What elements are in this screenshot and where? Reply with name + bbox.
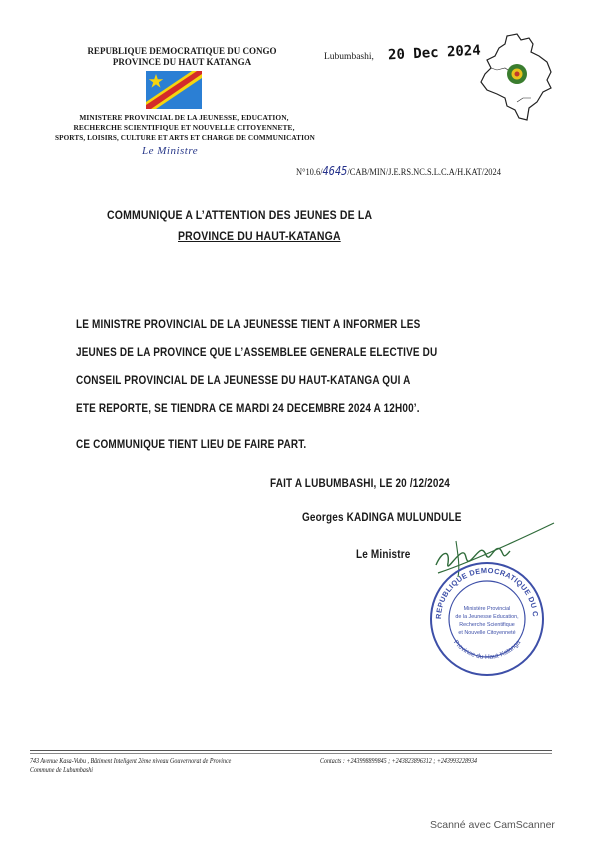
official-stamp	[428, 560, 546, 678]
stamp-inner-line-4: et Nouvelle Citoyenneté	[458, 630, 516, 636]
body-line-3: CONSEIL PROVINCIAL DE LA JEUNESSE DU HAUT-KATANGA QUI A	[76, 374, 411, 387]
reference-prefix: N°10.6/	[296, 167, 323, 178]
ministry-signature-title: Le Ministre	[142, 145, 199, 157]
republic-heading: REPUBLIQUE DEMOCRATIQUE DU CONGO	[87, 46, 277, 56]
reference-number	[296, 164, 501, 178]
drc-flag	[146, 71, 202, 109]
ministry-line-3: SPORTS, LOISIRS, CULTURE ET ARTS ET CHARGE DE COMMUNICATION	[55, 134, 315, 142]
footer-divider	[30, 750, 552, 751]
body-line-1: LE MINISTRE PROVINCIAL DE LA JEUNESSE TIENT A INFORMER LES	[76, 318, 421, 331]
stamp-inner-line-2: de la Jeunesse Education,	[455, 614, 519, 620]
stamp-inner-line-1: Ministère Provincial	[463, 606, 511, 612]
stamp-ring-text: REPUBLIQUE DEMOCRATIQUE DU C	[433, 565, 541, 620]
handwritten-date: 20 Dec 2024	[387, 42, 482, 64]
communique-title-line-1: COMMUNIQUE A L’ATTENTION DES JEUNES DE LA	[107, 208, 373, 222]
footer-address-line-1: 743 Avenue Kasa-Vubu , Bâtiment Inteligent 2ème niveau Gouvernorat de Province	[30, 757, 232, 765]
stamp-bottom-text: Province du Haut-Katanga	[451, 639, 523, 661]
ministry-line-2: RECHERCHE SCIENTIFIQUE ET NOUVELLE CITOYENNETE,	[73, 123, 295, 132]
stamp-inner-line-3: Recherche Scientifique	[459, 622, 515, 628]
scanner-watermark: Scanné avec CamScanner	[430, 819, 555, 831]
place-and-date: FAIT A LUBUMBASHI, LE 20 /12/2024	[270, 477, 451, 490]
footer-divider-thin	[30, 753, 552, 754]
body-line-4: ETE REPORTE, SE TIENDRA CE MARDI 24 DECEMBRE 2024 A 12H00’.	[76, 402, 420, 415]
ministry-line-1: MINISTERE PROVINCIAL DE LA JEUNESSE, EDUCATION,	[79, 113, 289, 122]
body-line-2: JEUNES DE LA PROVINCE QUE L’ASSEMBLEE GENERALE ELECTIVE DU	[76, 346, 438, 359]
signatory-title: Le Ministre	[356, 548, 411, 561]
reference-handwritten: 4645	[322, 164, 348, 178]
footer-address-line-2: Commune de Lubumbashi	[30, 766, 93, 774]
svg-text:Province du Haut-Katanga	[452, 639, 522, 661]
province-heading: PROVINCE DU HAUT KATANGA	[112, 57, 252, 67]
body-closing: CE COMMUNIQUE TIENT LIEU DE FAIRE PART.	[76, 438, 307, 451]
signatory-name: Georges KADINGA MULUNDULE	[302, 511, 462, 524]
province-map-emblem	[477, 32, 555, 124]
communique-title-line-2: PROVINCE DU HAUT-KATANGA	[178, 229, 341, 243]
footer-contacts: Contacts : +243998899845 ; +243823896312 ; +243993228934	[320, 757, 478, 765]
city-date-prefix: Lubumbashi,	[324, 52, 374, 62]
reference-suffix: /CAB/MIN/J.E.RS.NC.S.L.C.A/H.KAT/2024	[347, 167, 501, 178]
